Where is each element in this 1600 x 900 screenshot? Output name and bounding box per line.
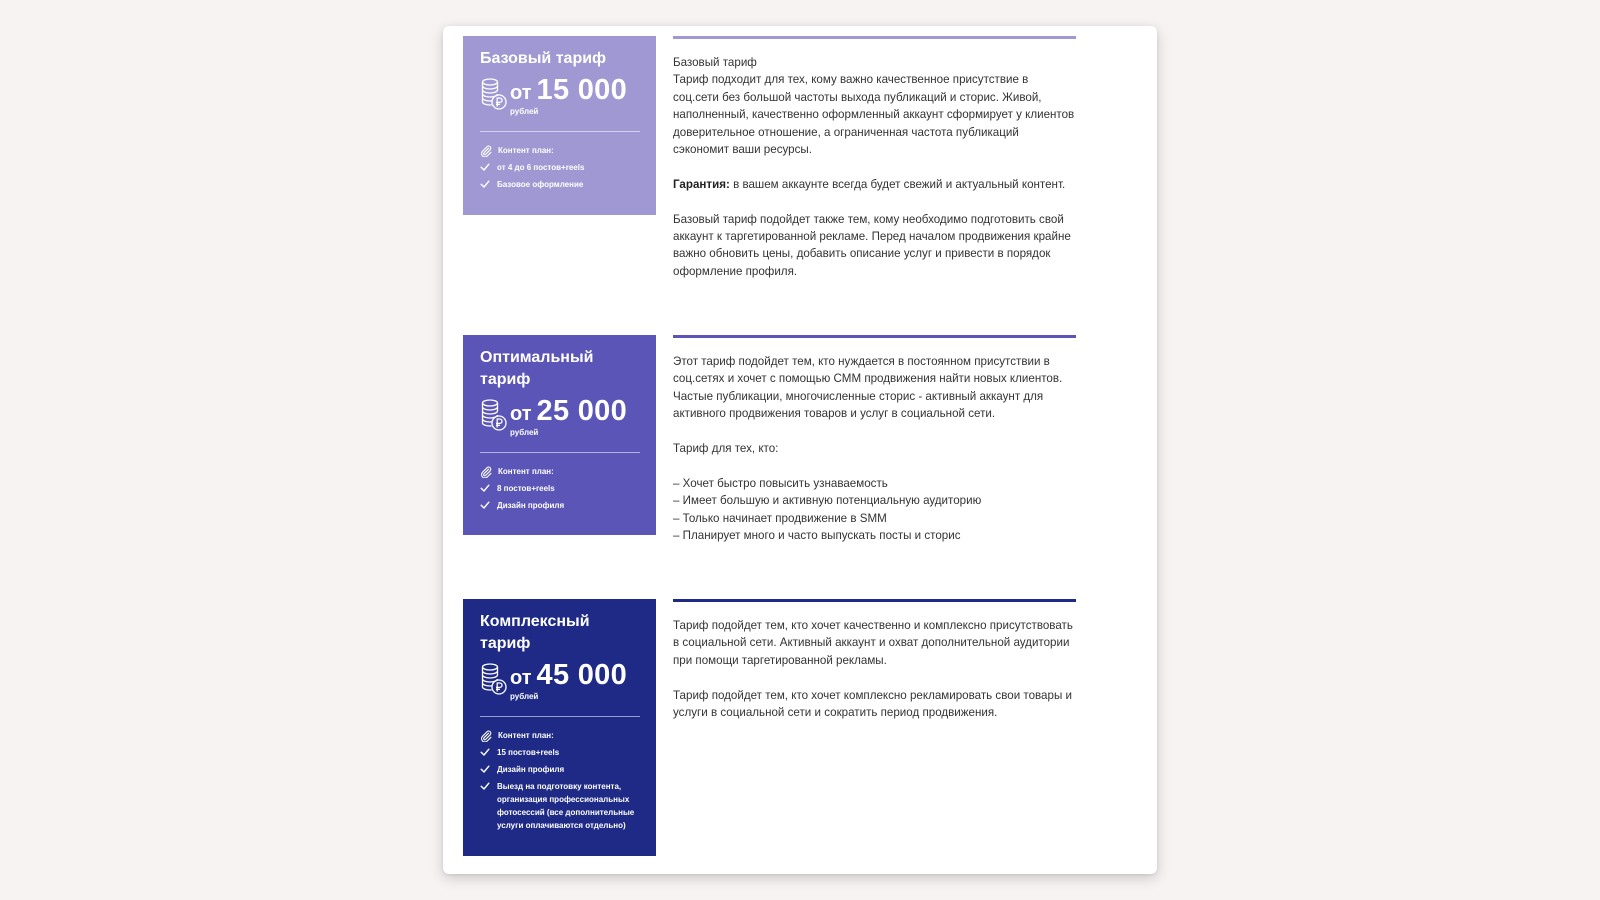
check-icon — [480, 764, 490, 774]
list-item: – Хочет быстро повысить узнаваемость — [673, 476, 888, 490]
check-icon — [480, 781, 490, 791]
description-text: Тариф подойдет тем, кто хочет комплексно рекламировать свои товары и услуги в социальной сети и сократить период продвижения. — [673, 688, 1072, 720]
section-bar — [673, 599, 1076, 602]
content-plan-label: Контент план: — [480, 729, 640, 742]
list-item: – Планирует много и часто выпускать посты и сторис — [673, 529, 961, 543]
audience-list — [673, 475, 1076, 545]
description-text: Базовый тариф подойдет также тем, кому необходимо подготовить свой аккаунт к таргетированной рекламе. Перед началом продвижения крайне важно обновить цены, добавить описание услуг и привести в порядок оформление профиля. — [673, 212, 1071, 278]
feature-item: Базовое оформление — [480, 178, 640, 191]
feature-item: от 4 до 6 постов+reels — [480, 161, 640, 174]
divider — [480, 131, 640, 132]
section-bar — [673, 36, 1076, 39]
description-heading: Базовый тариф — [673, 56, 757, 69]
tariff-card-complex — [463, 599, 656, 856]
tariff-card-optimal — [463, 335, 656, 535]
content-plan-label: Контент план: — [480, 465, 640, 478]
price-value: 45 000 — [536, 659, 628, 691]
feature-item: Выезд на подготовку контента, организация профессиональных фотосессий (все дополнительные услуги оплачиваются отдельно) — [480, 780, 640, 832]
tariffs-panel — [443, 26, 1157, 874]
paperclip-icon — [480, 730, 492, 742]
price-value: 25 000 — [536, 395, 628, 427]
price-row — [480, 395, 640, 437]
check-icon — [480, 747, 490, 757]
tariff-description-basic — [673, 36, 1076, 280]
check-icon — [480, 483, 490, 493]
price-from: от — [510, 667, 532, 689]
tariff-description-complex — [673, 599, 1076, 721]
tariff-card-basic — [463, 36, 656, 215]
description-text: Тариф для тех, кто: — [673, 442, 779, 456]
price-row — [480, 659, 640, 701]
price-unit: рублей — [510, 107, 539, 116]
guarantee-text: Гарантия: в вашем аккаунте всегда будет свежий и актуальный контент. — [673, 177, 1066, 191]
feature-item: 15 постов+reels — [480, 746, 640, 759]
coins-ruble-icon — [480, 662, 508, 696]
feature-item: Дизайн профиля — [480, 499, 640, 512]
price-unit: рублей — [510, 428, 539, 437]
check-icon — [480, 179, 490, 189]
content-plan-label: Контент план: — [480, 144, 640, 157]
section-bar — [673, 335, 1076, 338]
paperclip-icon — [480, 466, 492, 478]
description-text: Тариф подходит для тех, кому важно качественное присутствие в соц.сети без большой частоты выхода публикаций и сторис. Живой, наполненный, качественно оформленный аккаунт сформирует у клиентов доверительное отношение, а ограниченная частота публикаций сэкономит ваши ресурсы. — [673, 73, 1075, 157]
guarantee-label: Гарантия: — [673, 177, 730, 191]
list-item: – Только начинает продвижение в SMM — [673, 511, 887, 525]
check-icon — [480, 500, 490, 510]
tariff-title: Оптимальный тариф — [480, 349, 594, 388]
price-value: 15 000 — [536, 74, 628, 106]
feature-item: 8 постов+reels — [480, 482, 640, 495]
tariff-title: Базовый тариф — [480, 50, 607, 67]
price-row — [480, 74, 640, 116]
tariff-title: Комплексный тариф — [480, 613, 590, 652]
description-text: Тариф подойдет тем, кто хочет качественно и комплексно присутствовать в социальной сети. Активный аккаунт и охват дополнительной аудитории при помощи таргетированной рекламы. — [673, 619, 1073, 667]
price-from: от — [510, 403, 532, 425]
coins-ruble-icon — [480, 398, 508, 432]
list-item: – Имеет большую и активную потенциальную аудиторию — [673, 494, 982, 508]
description-text: Этот тариф подойдет тем, кто нуждается в постоянном присутствии в соц.сетях и хочет с помощью СММ продвижения найти новых клиентов. Частые публикации, многочисленные сторис - активный аккаунт для активного продвижения товаров и услуг в социальной сети. — [673, 355, 1063, 421]
divider — [480, 452, 640, 453]
feature-item: Дизайн профиля — [480, 763, 640, 776]
check-icon — [480, 162, 490, 172]
price-from: от — [510, 82, 532, 104]
paperclip-icon — [480, 145, 492, 157]
coins-ruble-icon — [480, 77, 508, 111]
tariff-description-optimal — [673, 335, 1076, 544]
divider — [480, 716, 640, 717]
price-unit: рублей — [510, 692, 539, 701]
